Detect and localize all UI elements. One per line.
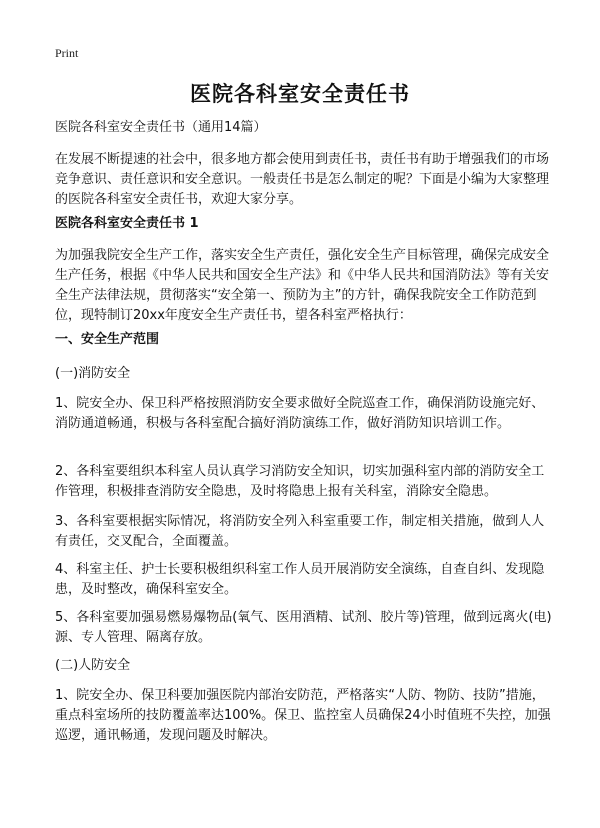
fire-item-4: 4、科室主任、护士长要积极组织科室工作人员开展消防安全演练，自查自纠、发现隐患，及时整改，确保科室安全。 (55, 562, 545, 597)
civil-defense-heading: (二)人防安全 (55, 658, 131, 673)
fire-item-3: 3、各科室要根据实际情况，将消防安全列入科室重要工作，制定相关措施，做到人人有责任，交叉配合，全面覆盖。 (55, 514, 545, 549)
intro-paragraph: 在发展不断提速的社会中，很多地方都会使用到责任书，责任书有助于增强我们的市场竞争意识、责任意识和安全意识。一般责任书是怎么制定的呢？下面是小编为大家整理的医院各科室安全责任书，欢迎大家分享。 (55, 152, 550, 207)
section-intro-paragraph: 为加强我院安全生产工作，落实安全生产责任，强化安全生产目标管理，确保完成安全生产任务，根据《中华人民共和国安全生产法》和《中华人民共和国消防法》等有关安全生产法律法规，贯彻落实“安全第一、预防为主”的方针，确保我院安全工作防范到位，现特制订20xx年度安全生产责任书，望各科室严格执行： (55, 248, 550, 323)
section-title: 医院各科室安全责任书 1 (55, 216, 199, 231)
civil-item-1: 1、院安全办、保卫科要加强医院内部治安防范，严格落实“人防、物防、技防”措施，重点科室场所的技防覆盖率达100%。保卫、监控室人员确保24小时值班不失控，加强巡逻，通讯畅通，发现问题及时解决。 (55, 688, 551, 743)
print-link[interactable]: Print (55, 46, 79, 60)
fire-item-5: 5、各科室要加强易燃易爆物品(氧气、医用酒精、试剂、胶片等)管理，做到远离火(电)源、专人管理、隔离存放。 (55, 610, 552, 645)
fire-safety-heading: (一)消防安全 (55, 366, 131, 381)
fire-item-1: 1、院安全办、保卫科严格按照消防安全要求做好全院巡查工作，确保消防设施完好、消防通道畅通，积极与各科室配合搞好消防演练工作，做好消防知识培训工作。 (55, 396, 545, 431)
document-subtitle: 医院各科室安全责任书（通用14篇） (55, 120, 267, 135)
page-title: 医院各科室安全责任书 (190, 82, 410, 106)
part1-heading: 一、安全生产范围 (55, 332, 160, 347)
fire-item-2: 2、各科室要组织本科室人员认真学习消防安全知识，切实加强科室内部的消防安全工作管理，积极排查消防安全隐患，及时将隐患上报有关科室，消除安全隐患。 (55, 464, 545, 499)
